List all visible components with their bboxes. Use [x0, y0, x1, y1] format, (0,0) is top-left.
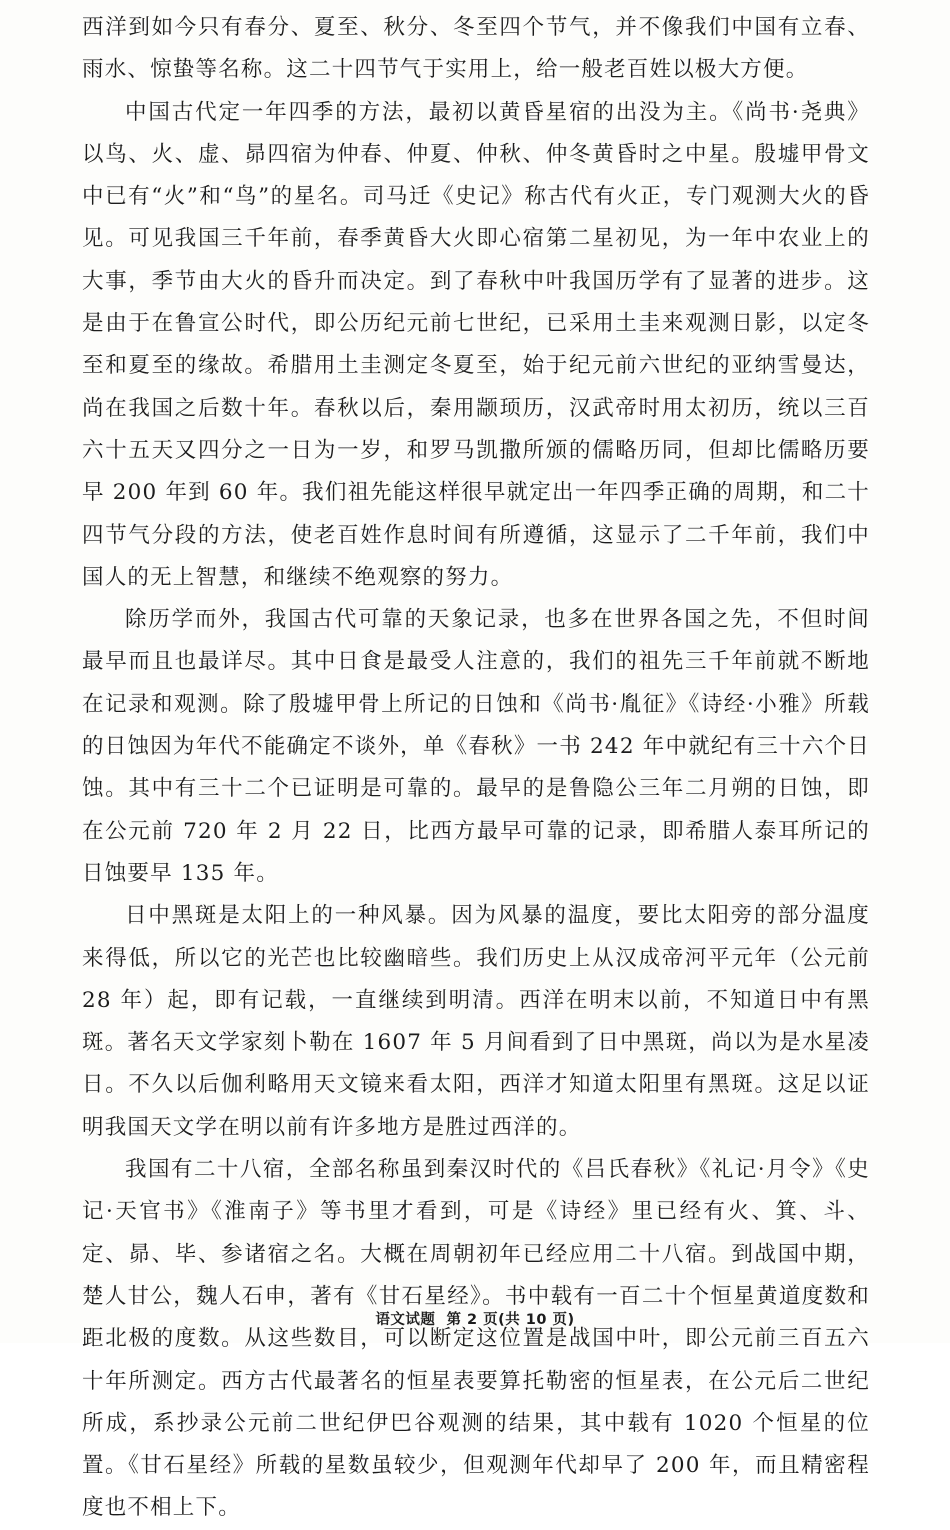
paragraph-eclipse-records: 除历学而外，我国古代可靠的天象记录，也多在世界各国之先，不但时间最早而且也最详尽。其中日食是最受人注意的，我们的祖先三千年前就不断地在记录和观测。除了殷墟甲骨上所记的日蚀和《尚书·胤征》《诗经·小雅》所载的日蚀因为年代不能确定不谈外，单《春秋》一书 242 年中就纪有三十六个日蚀。其中有三十二个已证明是可靠的。最早的是鲁隐公三年二月朔的日蚀，即在公元前 720 年 2 月 22 日，比西方最早可靠的记录，即希腊人泰耳所记的日蚀要早 135 年。: [82, 607, 870, 886]
page-footer: [0, 1308, 950, 1329]
paragraph-sunspots: 日中黑斑是太阳上的一种风暴。因为风暴的温度，要比太阳旁的部分温度来得低，所以它的光芒也比较幽暗些。我们历史上从汉成帝河平元年（公元前 28 年）起，即有记载，一直继续到明清。西洋在明末以前，不知道日中有黑斑。著名天文学家刻卜勒在 1607 年 5 月间看到了日中黑斑，尚以为是水星凌日。不久以后伽利略用天文镜来看太阳，西洋才知道太阳里有黑斑。这足以证明我国天文学在明以前有许多地方是胜过西洋的。: [82, 903, 870, 1140]
paragraph-four-seasons: 中国古代定一年四季的方法，最初以黄昏星宿的出没为主。《尚书·尧典》以鸟、火、虚、昴四宿为仲春、仲夏、仲秋、仲冬黄昏时之中星。殷墟甲骨文中已有“火”和“鸟”的星名。司马迁《史记》称古代有火正，专门观测大火的昏见。可见我国三千年前，春季黄昏大火即心宿第二星初见，为一年中农业上的大事，季节由大火的昏升而决定。到了春秋中叶我国历学有了显著的进步。这是由于在鲁宣公时代，即公历纪元前七世纪，已采用土圭来观测日影，以定冬至和夏至的缘故。希腊用土圭测定冬夏至，始于纪元前六世纪的亚纳雪曼达，尚在我国之后数十年。春秋以后，秦用颛顼历，汉武帝时用太初历，统以三百六十五天又四分之一日为一岁，和罗马凯撒所颁的儒略历同，但却比儒略历要早 200 年到 60 年。我们祖先能这样很早就定出一年四季正确的周期，和二十四节气分段的方法，使老百姓作息时间有所遵循，这显示了二千年前，我们中国人的无上智慧，和继续不绝观察的努力。: [82, 99, 870, 590]
footer-subject: 语文试题: [375, 1312, 436, 1328]
footer-page-number: 第 2 页(共 10 页): [446, 1312, 575, 1328]
paragraph-lunar-mansions: 我国有二十八宿，全部名称虽到秦汉时代的《吕氏春秋》《礼记·月令》《史记·天官书》《淮南子》等书里才看到，可是《诗经》里已经有火、箕、斗、定、昴、毕、参诸宿之名。大概在周朝初年已经应用二十八宿。到战国中期，楚人甘公，魏人石申，著有《甘石星经》。书中载有一百二十个恒星黄道度数和距北极的度数。从这些数目，可以断定这位置是战国中叶，即公元前三百五六十年所测定。西方古代最著名的恒星表要算托勒密的恒星表，在公元后二世纪所成，系抄录公元前二世纪伊巴谷观测的结果，其中载有 1020 个恒星的位置。《甘石星经》所载的星数虽较少，但观测年代却早了 200 年，而且精密程度也不相上下。: [82, 1157, 870, 1521]
article-body: [82, 7, 870, 1530]
paragraph-solar-terms-end: 西洋到如今只有春分、夏至、秋分、冬至四个节气，并不像我们中国有立春、雨水、惊蛰等名称。这二十四节气于实用上，给一般老百姓以极大方便。: [82, 15, 870, 83]
